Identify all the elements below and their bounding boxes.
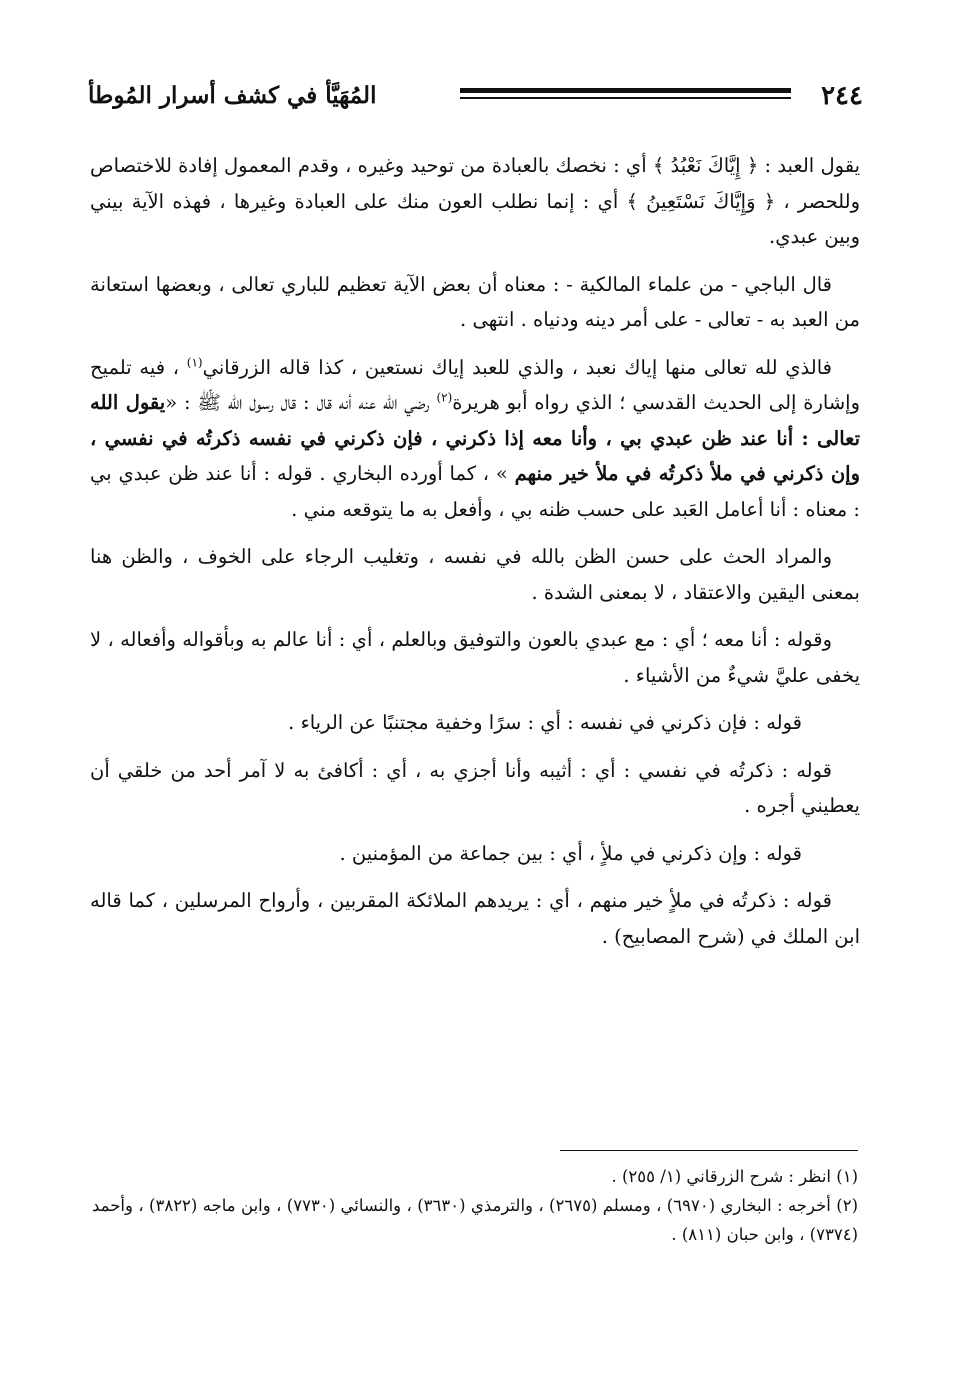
paragraph-6: قوله : فإن ذكرني في نفسه : أي : سرًا وخفية مجتنبًا عن الرياء .: [288, 711, 802, 734]
paragraph-7: قوله : ذكرتُه في نفسي : أي : أثيبه وأنا أجزي به ، أي : أكافئ به لا آمر أحد من خلقي أن يعطيني أجره .: [90, 758, 860, 817]
paragraph-1-middle: أي : نخصك بالعبادة من توحيد وغيره ، وقدم المعمول إفادة للاختصاص وللحصر ،: [90, 154, 860, 213]
footnotes: [92, 1162, 858, 1249]
header-rule-thick: [460, 88, 791, 93]
page-number: ٢٤٤: [821, 81, 863, 111]
hadith-text: يقول الله تعالى : أنا عند ظن عبدي بي ، وأنا معه إذا ذكرني ، فإن ذكرني في نفسه ذكرتُه في نفسي ، وإن ذكرني في ملأ ذكرتُه في ملأ خير منهم: [90, 391, 860, 485]
quran-verse-1: ﴿ إِيَّاكَ نَعْبُدُ ﴾: [652, 154, 759, 177]
paragraph-3-part-3: رضي الله عنه أنه قال : قال رسول الله ﷺ : «: [165, 391, 437, 414]
paragraph-3-part-1: فالذي لله تعالى منها إياك نعبد ، والذي للعبد إياك نستعين ، كذا قاله الزرقاني: [202, 355, 832, 379]
paragraph-5: وقوله : أنا معه ؛ أي : مع عبدي بالعون والتوفيق وبالعلم ، أي : أنا عالم به وبأقواله وأفعاله ، لا يخفى عليَّ شيءٌ من الأشياء .: [90, 628, 860, 687]
header-rule-thin: [460, 97, 791, 99]
running-title: المُهَيَّأ في كشف أسرار المُوطأ: [88, 82, 377, 109]
paragraph-1: [90, 148, 860, 255]
paragraph-1-lead: يقول العبد :: [758, 154, 860, 177]
paragraph-2: قال الباجي - من علماء المالكية - : معناه أن بعض الآية تعظيم للباري تعالى ، وبعضها استعانة من العبد به - تعالى - على أمر دينه ودنياه . انتهى .: [90, 272, 860, 331]
paragraph-3-part-4: » ، كما أورده البخاري . قوله : أنا عند ظن عبدي بي : معناه : أنا أعامل العَبد على حسب ظنه بي ، وأفعل به ما يتوقعه مني .: [90, 462, 860, 521]
paragraph-3: [90, 350, 860, 528]
header-rule: [460, 88, 791, 102]
quran-verse-2: ﴿ وَإِيَّاكَ نَسْتَعِينُ ﴾: [626, 189, 776, 213]
paragraph-4: والمراد الحث على حسن الظن بالله في نفسه ، وتغليب الرجاء على الخوف ، والظن هنا بمعنى اليقين والاعتقاد ، لا بمعنى الشدة .: [90, 545, 860, 604]
page-header: [88, 78, 863, 118]
footnote-separator: [560, 1150, 858, 1151]
paragraph-1-tail: أي : إنما نطلب العون منك على العبادة وغيرها ، فهذه الآية بيني وبين عبدي.: [90, 189, 860, 248]
paragraph-9: قوله : ذكرتُه في ملأٍ خير منهم ، أي : يريدهم الملائكة المقربين ، وأرواح المرسلين ، كما قاله ابن الملك في (شرح المصابيح) .: [90, 889, 860, 948]
paragraph-8: قوله : وإن ذكرني في ملأٍ ، أي : بين جماعة من المؤمنين .: [339, 841, 802, 865]
footnote-ref-1[interactable]: (١): [186, 355, 203, 369]
footnote-2: (٢) أخرجه : البخاري (٦٩٧٠) ، ومسلم (٢٦٧٥) ، والترمذي (٣٦٣٠) ، والنسائي (٧٧٣٠) ، وابن ماجه (٣٨٢٢) ، وأحمد (٧٣٧٤) ، وابن حبان (٨١١) .: [92, 1196, 859, 1244]
footnote-ref-2[interactable]: (٢): [436, 390, 453, 405]
footnote-1: (١) انظر : شرح الزرقاني (١/ ٢٥٥) .: [611, 1167, 858, 1186]
main-text: [90, 148, 860, 966]
paragraph-3-part-2: ، فيه تلميح وإشارة إلى الحديث القدسي ؛ الذي رواه أبو هريرة: [90, 355, 861, 414]
